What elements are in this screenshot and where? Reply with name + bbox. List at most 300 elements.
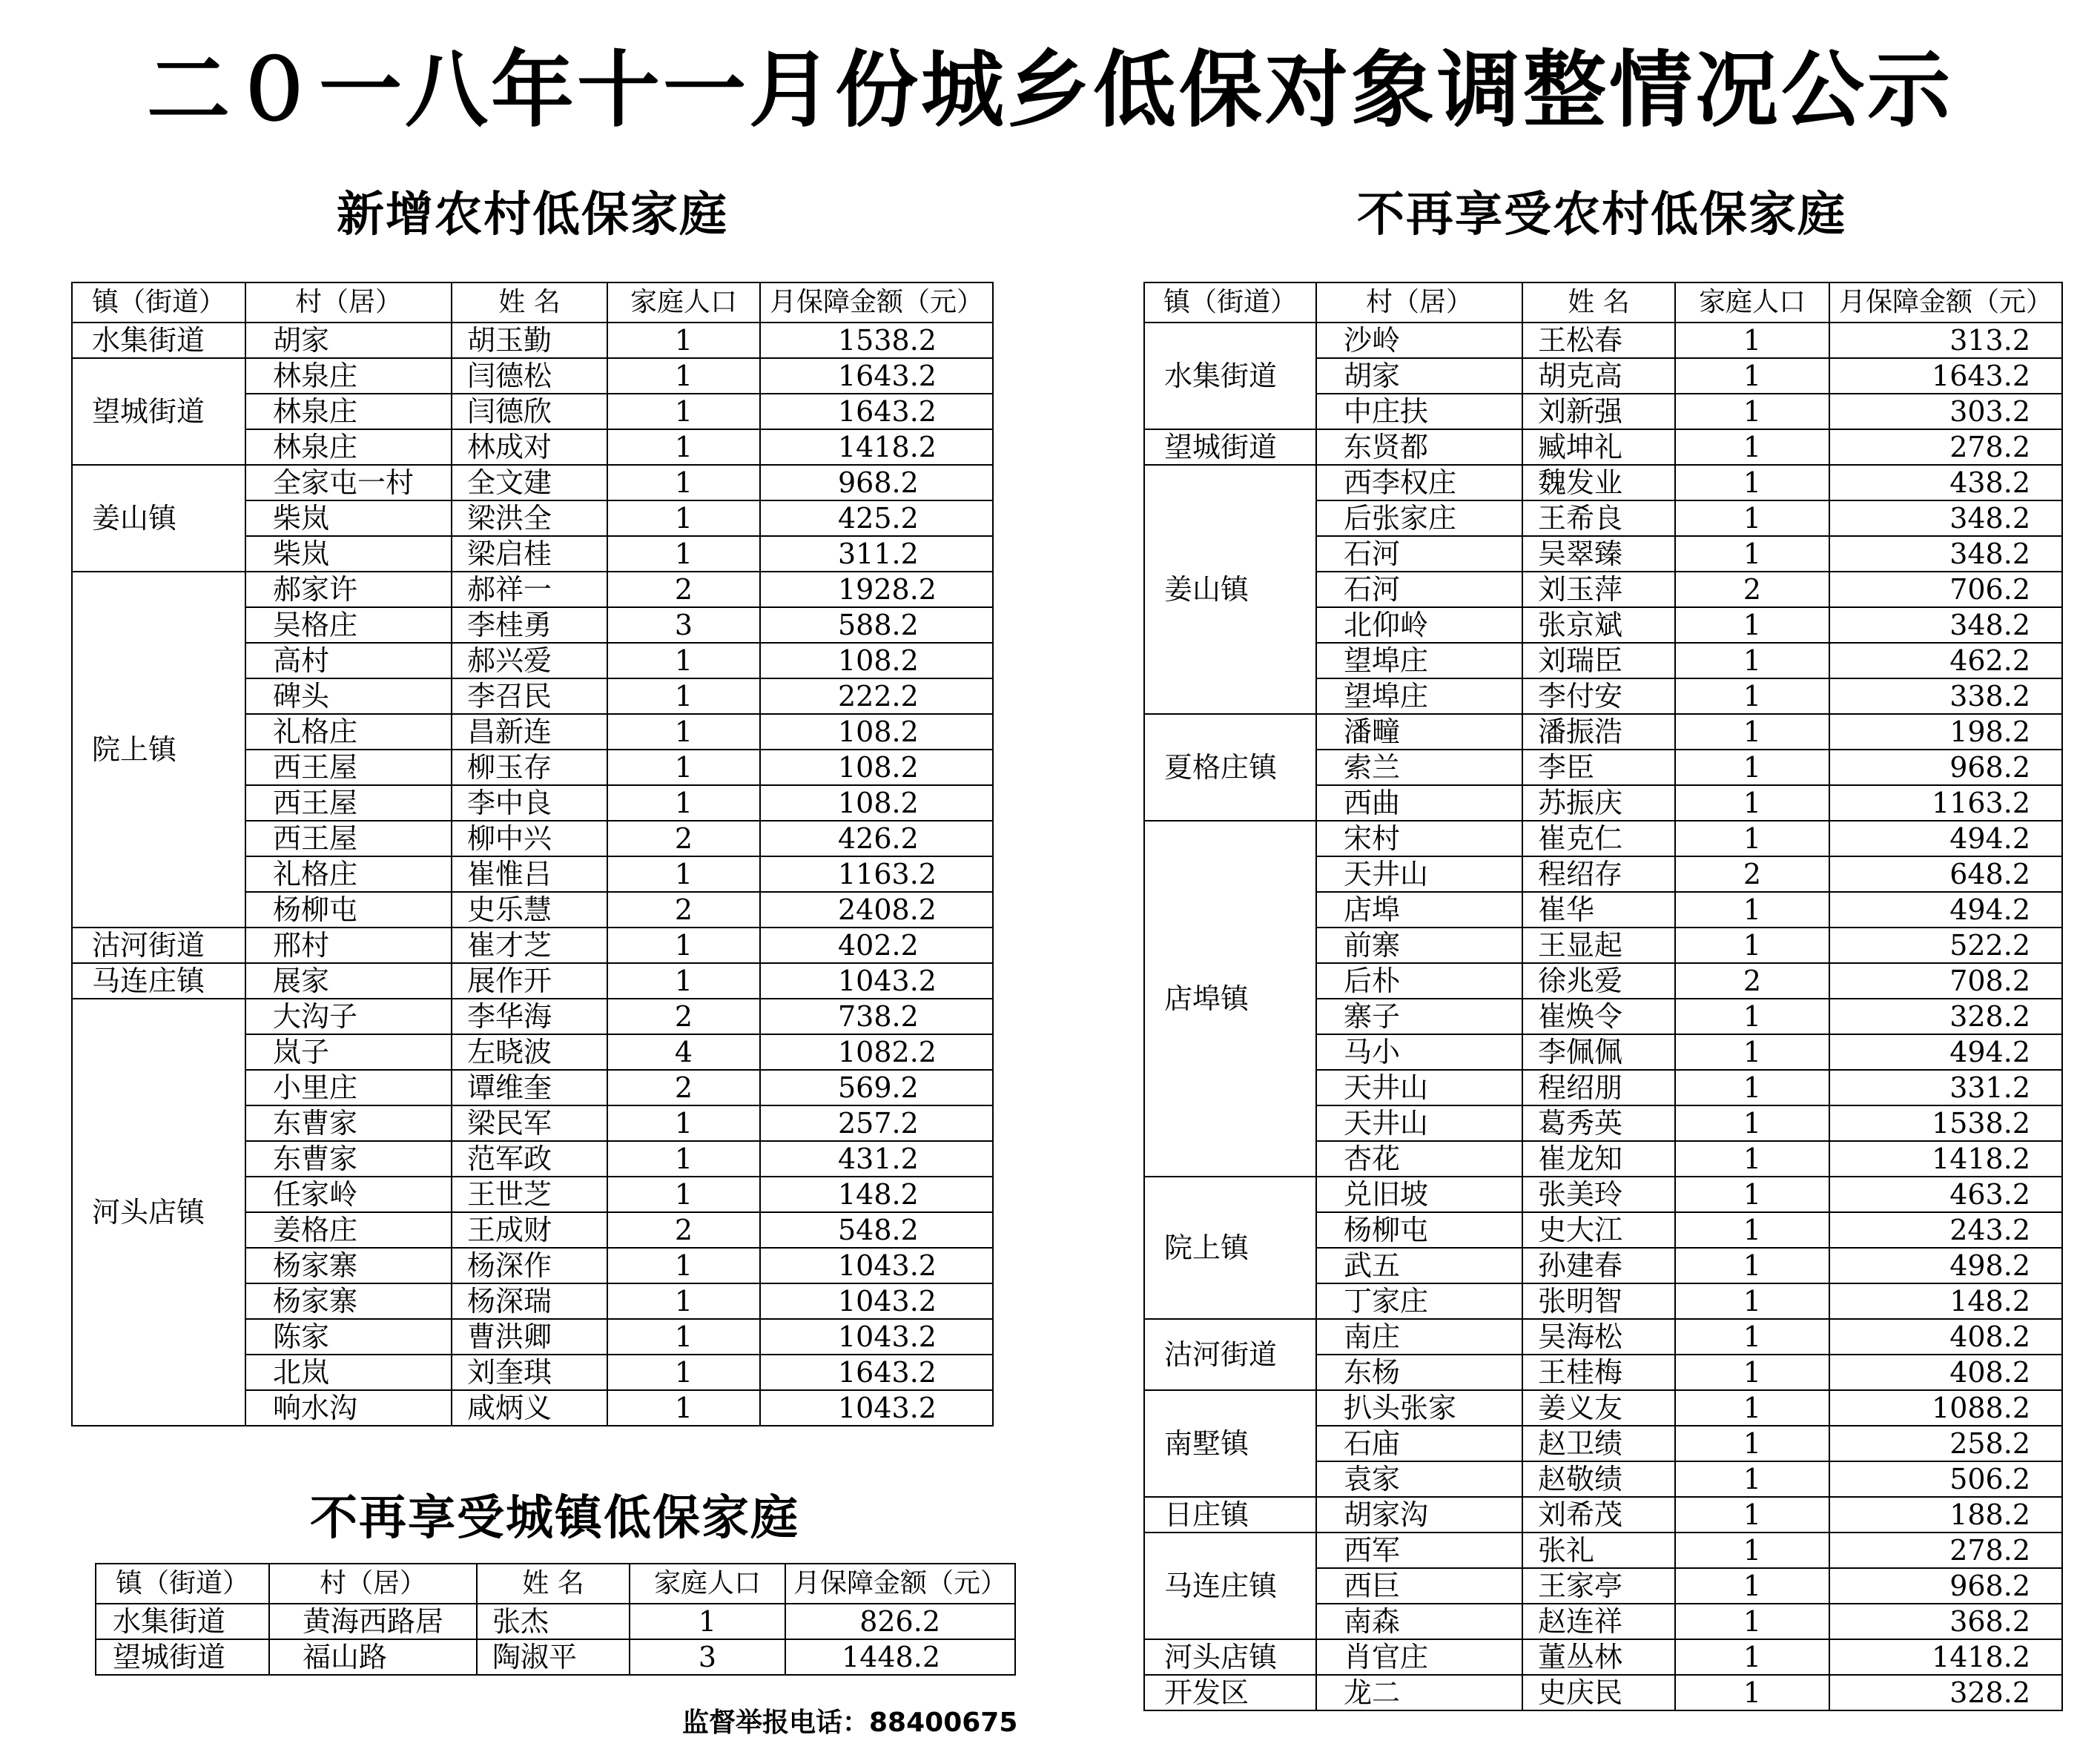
name-cell: 左晓波 [452,1034,607,1070]
town-cell: 店埠镇 [1144,821,1316,1177]
amount-cell: 522.2 [1829,928,2062,963]
household-count-cell: 1 [1675,1283,1829,1319]
town-cell: 南墅镇 [1144,1390,1316,1497]
name-cell: 杨深作 [452,1248,607,1283]
name-cell: 刘瑞臣 [1522,643,1675,678]
name-cell: 孙建春 [1522,1248,1675,1283]
name-cell: 咸炳义 [452,1390,607,1426]
amount-cell: 328.2 [1829,1675,2062,1710]
village-cell: 兑旧坡 [1316,1177,1522,1212]
village-cell: 扒头张家 [1316,1390,1522,1426]
village-cell: 礼格庄 [245,856,452,892]
urban-removed-table [95,1563,1016,1676]
table-row [1144,1533,2062,1568]
table-row [1144,1390,2062,1426]
name-cell: 曹洪卿 [452,1319,607,1355]
amount-cell: 498.2 [1829,1248,2062,1283]
village-cell: 肖官庄 [1316,1639,1522,1675]
amount-cell: 1082.2 [760,1034,993,1070]
village-cell: 西王屋 [245,821,452,856]
name-cell: 王松春 [1522,323,1675,358]
town-cell: 河头店镇 [1144,1639,1316,1675]
name-cell: 陶淑平 [477,1639,630,1675]
amount-cell: 1448.2 [785,1639,1015,1675]
household-count-cell: 2 [607,1070,760,1105]
table-row [96,1604,1015,1639]
amount-cell: 462.2 [1829,643,2062,678]
village-cell: 小里庄 [245,1070,452,1105]
household-count-cell: 1 [1675,1212,1829,1248]
name-cell: 胡克高 [1522,358,1675,394]
name-cell: 程绍朋 [1522,1070,1675,1105]
table-row [1144,1177,2062,1212]
col-household-header: 家庭人口 [630,1564,785,1604]
village-cell: 响水沟 [245,1390,452,1426]
name-cell: 赵连祥 [1522,1604,1675,1639]
amount-cell: 108.2 [760,750,993,785]
village-cell: 东曹家 [245,1141,452,1177]
amount-cell: 1043.2 [760,963,993,999]
village-cell: 天井山 [1316,1070,1522,1105]
col-village-header: 村（居） [245,282,452,323]
town-cell: 望城街道 [1144,429,1316,465]
household-count-cell: 1 [607,1248,760,1283]
col-town-header: 镇（街道） [96,1564,269,1604]
household-count-cell: 1 [607,750,760,785]
amount-cell: 1538.2 [760,323,993,358]
name-cell: 徐兆爱 [1522,963,1675,999]
amount-cell: 408.2 [1829,1355,2062,1390]
amount-cell: 188.2 [1829,1497,2062,1533]
name-cell: 张京斌 [1522,607,1675,643]
village-cell: 东贤都 [1316,429,1522,465]
amount-cell: 968.2 [1829,1568,2062,1604]
table-row [72,963,993,999]
town-cell: 水集街道 [72,323,245,358]
household-count-cell: 1 [607,1177,760,1212]
name-cell: 姜义友 [1522,1390,1675,1426]
village-cell: 北岚 [245,1355,452,1390]
amount-cell: 222.2 [760,678,993,714]
amount-cell: 311.2 [760,536,993,572]
name-cell: 梁民军 [452,1105,607,1141]
town-cell: 河头店镇 [72,999,245,1426]
name-cell: 李召民 [452,678,607,714]
amount-cell: 426.2 [760,821,993,856]
village-cell: 大沟子 [245,999,452,1034]
village-cell: 林泉庄 [245,394,452,429]
amount-cell: 494.2 [1829,1034,2062,1070]
household-count-cell: 2 [607,999,760,1034]
col-town-header: 镇（街道） [1144,282,1316,323]
table-header-row [1144,282,2062,323]
amount-cell: 1163.2 [1829,785,2062,821]
village-cell: 林泉庄 [245,358,452,394]
town-cell: 望城街道 [96,1639,269,1675]
amount-cell: 438.2 [1829,465,2062,500]
name-cell: 苏振庆 [1522,785,1675,821]
household-count-cell: 1 [1675,892,1829,928]
household-count-cell: 1 [607,358,760,394]
amount-cell: 1643.2 [760,394,993,429]
name-cell: 张明智 [1522,1283,1675,1319]
name-cell: 梁洪全 [452,500,607,536]
household-count-cell: 1 [607,963,760,999]
village-cell: 林泉庄 [245,429,452,465]
household-count-cell: 1 [607,1319,760,1355]
village-cell: 高村 [245,643,452,678]
rural-removed-title: 不再享受农村低保家庭 [1357,188,1846,242]
col-amount-header: 月保障金额（元） [760,282,993,323]
name-cell: 郝兴爱 [452,643,607,678]
rural-removed-table [1143,282,2063,1711]
amount-cell: 348.2 [1829,536,2062,572]
amount-cell: 278.2 [1829,1533,2062,1568]
household-count-cell: 1 [1675,1141,1829,1177]
name-cell: 张美玲 [1522,1177,1675,1212]
village-cell: 邢村 [245,928,452,963]
household-count-cell: 1 [1675,429,1829,465]
village-cell: 石河 [1316,572,1522,607]
name-cell: 林成对 [452,429,607,465]
town-cell: 马连庄镇 [1144,1533,1316,1639]
amount-cell: 2408.2 [760,892,993,928]
name-cell: 昌新连 [452,714,607,750]
household-count-cell: 1 [1675,1533,1829,1568]
table-row [1144,323,2062,358]
village-cell: 胡家 [1316,358,1522,394]
name-cell: 郝祥一 [452,572,607,607]
village-cell: 石河 [1316,536,1522,572]
name-cell: 崔惟吕 [452,856,607,892]
household-count-cell: 1 [1675,714,1829,750]
col-name-header: 姓 名 [1522,282,1675,323]
village-cell: 全家屯一村 [245,465,452,500]
amount-cell: 1043.2 [760,1390,993,1426]
village-cell: 前寨 [1316,928,1522,963]
household-count-cell: 1 [607,1141,760,1177]
table-header-row [72,282,993,323]
household-count-cell: 2 [607,892,760,928]
village-cell: 胡家沟 [1316,1497,1522,1533]
name-cell: 闫德欣 [452,394,607,429]
household-count-cell: 3 [630,1639,785,1675]
household-count-cell: 1 [1675,1497,1829,1533]
town-cell: 院上镇 [72,572,245,928]
name-cell: 刘新强 [1522,394,1675,429]
table-row [1144,1319,2062,1355]
amount-cell: 303.2 [1829,394,2062,429]
name-cell: 魏发业 [1522,465,1675,500]
village-cell: 黄海西路居 [269,1604,477,1639]
village-cell: 西曲 [1316,785,1522,821]
amount-cell: 738.2 [760,999,993,1034]
household-count-cell: 1 [607,1390,760,1426]
table-row [72,572,993,607]
household-count-cell: 1 [607,465,760,500]
town-cell: 姜山镇 [72,465,245,572]
name-cell: 闫德松 [452,358,607,394]
table-row [1144,821,2062,856]
village-cell: 南庄 [1316,1319,1522,1355]
name-cell: 李华海 [452,999,607,1034]
table-row [1144,465,2062,500]
village-cell: 沙岭 [1316,323,1522,358]
town-cell: 沽河街道 [72,928,245,963]
town-cell: 夏格庄镇 [1144,714,1316,821]
town-cell: 日庄镇 [1144,1497,1316,1533]
village-cell: 宋村 [1316,821,1522,856]
name-cell: 史庆民 [1522,1675,1675,1710]
village-cell: 郝家许 [245,572,452,607]
table-row [1144,1639,2062,1675]
amount-cell: 826.2 [785,1604,1015,1639]
name-cell: 展作开 [452,963,607,999]
village-cell: 任家岭 [245,1177,452,1212]
table-row [72,928,993,963]
col-amount-header: 月保障金额（元） [1829,282,2062,323]
village-cell: 北仰岭 [1316,607,1522,643]
household-count-cell: 1 [607,536,760,572]
household-count-cell: 1 [607,1355,760,1390]
village-cell: 杏花 [1316,1141,1522,1177]
village-cell: 袁家 [1316,1461,1522,1497]
table-row [96,1639,1015,1675]
amount-cell: 1418.2 [760,429,993,465]
amount-cell: 968.2 [1829,750,2062,785]
town-cell: 马连庄镇 [72,963,245,999]
village-cell: 中庄扶 [1316,394,1522,429]
amount-cell: 1418.2 [1829,1141,2062,1177]
amount-cell: 368.2 [1829,1604,2062,1639]
town-cell: 望城街道 [72,358,245,465]
household-count-cell: 1 [1675,1355,1829,1390]
household-count-cell: 1 [1675,1319,1829,1355]
table-row [72,999,993,1034]
amount-cell: 257.2 [760,1105,993,1141]
name-cell: 李付安 [1522,678,1675,714]
village-cell: 天井山 [1316,1105,1522,1141]
amount-cell: 148.2 [1829,1283,2062,1319]
town-cell: 水集街道 [96,1604,269,1639]
village-cell: 柴岚 [245,500,452,536]
town-cell: 沽河街道 [1144,1319,1316,1390]
household-count-cell: 1 [1675,1426,1829,1461]
name-cell: 赵敬绩 [1522,1461,1675,1497]
village-cell: 店埠 [1316,892,1522,928]
household-count-cell: 1 [1675,678,1829,714]
household-count-cell: 1 [1675,1568,1829,1604]
name-cell: 王桂梅 [1522,1355,1675,1390]
table-row [72,358,993,394]
amount-cell: 1163.2 [760,856,993,892]
household-count-cell: 2 [607,821,760,856]
household-count-cell: 4 [607,1034,760,1070]
amount-cell: 331.2 [1829,1070,2062,1105]
household-count-cell: 1 [1675,323,1829,358]
household-count-cell: 1 [607,714,760,750]
household-count-cell: 1 [607,643,760,678]
col-name-header: 姓 名 [477,1564,630,1604]
town-cell: 院上镇 [1144,1177,1316,1319]
village-cell: 西巨 [1316,1568,1522,1604]
amount-cell: 463.2 [1829,1177,2062,1212]
name-cell: 李中良 [452,785,607,821]
household-count-cell: 1 [1675,1248,1829,1283]
name-cell: 王成财 [452,1212,607,1248]
amount-cell: 706.2 [1829,572,2062,607]
village-cell: 武五 [1316,1248,1522,1283]
village-cell: 展家 [245,963,452,999]
village-cell: 龙二 [1316,1675,1522,1710]
name-cell: 吴海松 [1522,1319,1675,1355]
household-count-cell: 1 [1675,750,1829,785]
name-cell: 臧坤礼 [1522,429,1675,465]
rural-new-title: 新增农村低保家庭 [337,188,728,242]
amount-cell: 258.2 [1829,1426,2062,1461]
household-count-cell: 1 [1675,358,1829,394]
col-amount-header: 月保障金额（元） [785,1564,1015,1604]
amount-cell: 402.2 [760,928,993,963]
amount-cell: 108.2 [760,714,993,750]
name-cell: 崔焕令 [1522,999,1675,1034]
village-cell: 望埠庄 [1316,643,1522,678]
village-cell: 石庙 [1316,1426,1522,1461]
village-cell: 望埠庄 [1316,678,1522,714]
name-cell: 李佩佩 [1522,1034,1675,1070]
village-cell: 胡家 [245,323,452,358]
household-count-cell: 1 [1675,1604,1829,1639]
name-cell: 杨深瑞 [452,1283,607,1319]
name-cell: 刘希茂 [1522,1497,1675,1533]
amount-cell: 1043.2 [760,1319,993,1355]
household-count-cell: 1 [607,856,760,892]
amount-cell: 1043.2 [760,1283,993,1319]
name-cell: 王希良 [1522,500,1675,536]
name-cell: 李臣 [1522,750,1675,785]
town-cell: 姜山镇 [1144,465,1316,714]
col-village-header: 村（居） [1316,282,1522,323]
name-cell: 王世芝 [452,1177,607,1212]
village-cell: 丁家庄 [1316,1283,1522,1319]
village-cell: 杨柳屯 [245,892,452,928]
household-count-cell: 1 [1675,1034,1829,1070]
household-count-cell: 1 [1675,1639,1829,1675]
household-count-cell: 1 [607,500,760,536]
amount-cell: 1643.2 [760,358,993,394]
village-cell: 西军 [1316,1533,1522,1568]
village-cell: 索兰 [1316,750,1522,785]
amount-cell: 506.2 [1829,1461,2062,1497]
village-cell: 柴岚 [245,536,452,572]
village-cell: 潘疃 [1316,714,1522,750]
household-count-cell: 1 [1675,643,1829,678]
village-cell: 碑头 [245,678,452,714]
household-count-cell: 2 [1675,572,1829,607]
village-cell: 西李权庄 [1316,465,1522,500]
name-cell: 崔克仁 [1522,821,1675,856]
household-count-cell: 1 [607,394,760,429]
amount-cell: 431.2 [760,1141,993,1177]
name-cell: 刘玉萍 [1522,572,1675,607]
household-count-cell: 1 [1675,607,1829,643]
household-count-cell: 1 [1675,1675,1829,1710]
amount-cell: 968.2 [760,465,993,500]
name-cell: 史大江 [1522,1212,1675,1248]
village-cell: 福山路 [269,1639,477,1675]
hotline-text: 监督举报电话：88400675 [682,1707,1018,1738]
page-title: 二０一八年十一月份城乡低保对象调整情况公示 [147,42,1953,139]
household-count-cell: 1 [607,323,760,358]
village-cell: 陈家 [245,1319,452,1355]
amount-cell: 1418.2 [1829,1639,2062,1675]
amount-cell: 348.2 [1829,607,2062,643]
col-name-header: 姓 名 [452,282,607,323]
amount-cell: 708.2 [1829,963,2062,999]
household-count-cell: 1 [1675,500,1829,536]
name-cell: 葛秀英 [1522,1105,1675,1141]
amount-cell: 1538.2 [1829,1105,2062,1141]
name-cell: 吴翠臻 [1522,536,1675,572]
village-cell: 东杨 [1316,1355,1522,1390]
household-count-cell: 1 [1675,1070,1829,1105]
amount-cell: 648.2 [1829,856,2062,892]
village-cell: 寨子 [1316,999,1522,1034]
village-cell: 东曹家 [245,1105,452,1141]
village-cell: 天井山 [1316,856,1522,892]
amount-cell: 588.2 [760,607,993,643]
amount-cell: 494.2 [1829,821,2062,856]
name-cell: 王家亭 [1522,1568,1675,1604]
town-cell: 水集街道 [1144,323,1316,429]
name-cell: 梁启桂 [452,536,607,572]
table-row [1144,429,2062,465]
household-count-cell: 1 [1675,394,1829,429]
village-cell: 礼格庄 [245,714,452,750]
amount-cell: 1088.2 [1829,1390,2062,1426]
household-count-cell: 2 [1675,856,1829,892]
amount-cell: 278.2 [1829,429,2062,465]
name-cell: 董丛林 [1522,1639,1675,1675]
name-cell: 赵卫绩 [1522,1426,1675,1461]
village-cell: 马小 [1316,1034,1522,1070]
amount-cell: 1643.2 [1829,358,2062,394]
amount-cell: 1043.2 [760,1248,993,1283]
name-cell: 潘振浩 [1522,714,1675,750]
name-cell: 柳玉存 [452,750,607,785]
name-cell: 程绍存 [1522,856,1675,892]
amount-cell: 108.2 [760,785,993,821]
household-count-cell: 1 [607,429,760,465]
household-count-cell: 1 [607,678,760,714]
household-count-cell: 1 [1675,1461,1829,1497]
amount-cell: 108.2 [760,643,993,678]
household-count-cell: 1 [607,1105,760,1141]
amount-cell: 338.2 [1829,678,2062,714]
name-cell: 史乐慧 [452,892,607,928]
village-cell: 岚子 [245,1034,452,1070]
table-row [1144,1497,2062,1533]
household-count-cell: 1 [1675,999,1829,1034]
village-cell: 杨家寨 [245,1283,452,1319]
household-count-cell: 1 [1675,465,1829,500]
name-cell: 崔华 [1522,892,1675,928]
table-row [1144,1675,2062,1710]
village-cell: 姜格庄 [245,1212,452,1248]
household-count-cell: 1 [607,928,760,963]
amount-cell: 425.2 [760,500,993,536]
table-row [72,323,993,358]
